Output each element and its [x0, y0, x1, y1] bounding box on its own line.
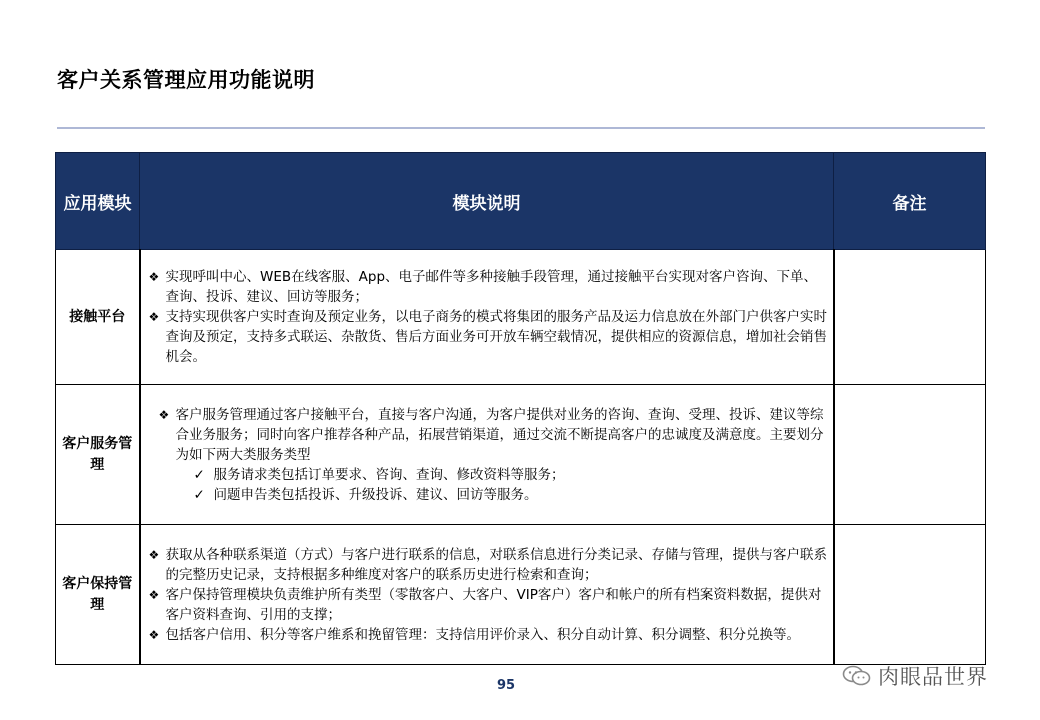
diamond-bullet-icon: ❖ — [148, 270, 160, 284]
diamond-bullet-icon: ❖ — [148, 547, 160, 562]
diamond-bullet-icon: ❖ — [148, 627, 160, 642]
module-name: 接触平台 — [56, 250, 140, 385]
table-row — [56, 385, 986, 525]
list-item — [149, 545, 829, 585]
diamond-bullet-icon: ❖ — [148, 587, 160, 602]
function-table — [55, 152, 986, 665]
list-item — [149, 625, 829, 645]
list-item — [149, 267, 829, 307]
table-header-row — [56, 153, 986, 250]
list-item — [149, 405, 829, 465]
list-item — [149, 585, 829, 625]
module-description — [140, 385, 834, 525]
bullet-text: 支持实现供客户实时查询及预定业务，以电子商务的模式将集团的服务产品及运力信息放在外部门户供客户实时查询及预定，支持多式联运、杂散货、售后方面业务可开放车辆空载情况，提供相应的资源信息，增加社会销售机会。 — [165, 309, 827, 365]
diamond-bullet-icon: ❖ — [148, 310, 160, 324]
module-name: 客户服务管理 — [56, 385, 140, 525]
bullet-text: 包括客户信用、积分等客户维系和挽留管理：支持信用评价录入、积分自动计算、积分调整、积分兑换等。 — [165, 626, 800, 643]
diamond-bullet-icon: ❖ — [158, 407, 170, 422]
bullet-text: 客户服务管理通过客户接触平台，直接与客户沟通，为客户提供对业务的咨询、查询、受理、投诉、建议等综合业务服务；同时向客户推荐各种产品，拓展营销渠道，通过交流不断提高客户的忠诚度及满意度。主要划分为如下两大类服务类型 — [175, 406, 824, 463]
list-item — [149, 307, 829, 367]
header-note: 备注 — [834, 153, 986, 250]
check-text: 服务请求类包括订单要求、咨询、查询、修改资料等服务； — [213, 466, 565, 483]
checkmark-icon: ✓ — [193, 466, 205, 483]
watermark — [842, 661, 988, 691]
header-module: 应用模块 — [56, 153, 140, 250]
module-description — [140, 525, 834, 665]
bullet-text: 实现呼叫中心、WEB在线客服、App、电子邮件等多种接触手段管理，通过接触平台实现对客户咨询、下单、查询、投诉、建议、回访等服务； — [165, 269, 818, 305]
bullet-text: 客户保持管理模块负责维护所有类型（零散客户、大客户、VIP客户）客户和帐户的所有档案资料数据，提供对客户资料查询、引用的支撑； — [165, 586, 822, 623]
check-item — [149, 485, 829, 505]
module-note — [834, 250, 986, 385]
watermark-text: 肉眼品世界 — [878, 665, 988, 689]
check-text: 问题申告类包括投诉、升级投诉、建议、回访等服务。 — [213, 486, 538, 503]
checkmark-icon: ✓ — [193, 486, 205, 503]
table-row — [56, 250, 986, 385]
module-note — [834, 385, 986, 525]
module-note — [834, 525, 986, 665]
module-name: 客户保持管理 — [56, 525, 140, 665]
check-item — [149, 465, 829, 485]
wechat-icon — [842, 665, 872, 687]
table-row — [56, 525, 986, 665]
page-number: 95 — [496, 678, 516, 693]
title-divider — [57, 127, 985, 129]
header-description: 模块说明 — [140, 153, 834, 250]
bullet-text: 获取从各种联系渠道（方式）与客户进行联系的信息，对联系信息进行分类记录、存储与管理，提供与客户联系的完整历史记录，支持根据多种维度对客户的联系历史进行检索和查询； — [165, 546, 827, 583]
page-title: 客户关系管理应用功能说明 — [57, 68, 315, 92]
module-description — [140, 250, 834, 385]
